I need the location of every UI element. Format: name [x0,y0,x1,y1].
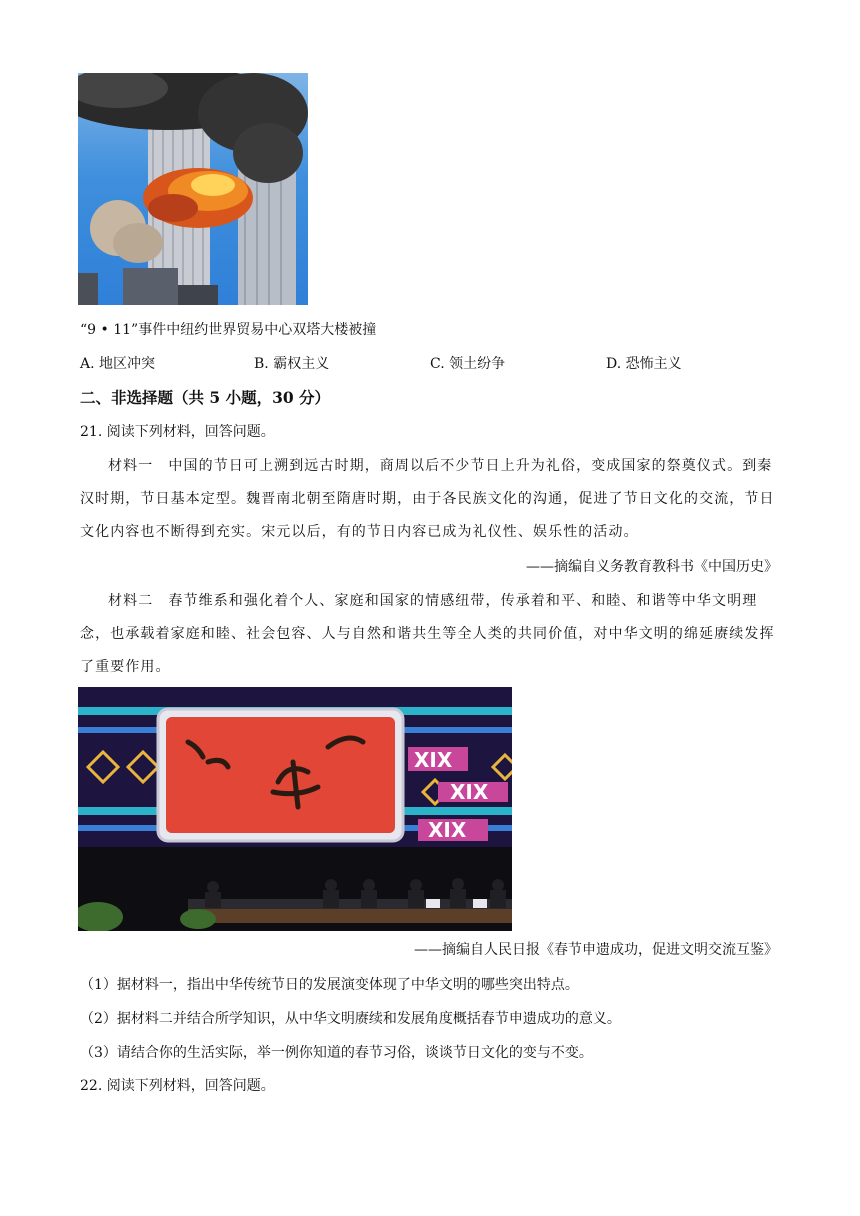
spring-festival-unesco-photo [78,687,512,931]
sub-question-1: （1）据材料一，指出中华传统节日的发展演变体现了中华文明的哪些突出特点。 [80,977,579,993]
sub-question-2: （2）据材料二并结合所学知识，从中华文明赓续和发展角度概括春节申遗成功的意义。 [80,1011,621,1027]
section-heading: 二、非选择题（共 5 小题，30 分） [80,388,331,407]
option-d[interactable]: D. 恐怖主义 [606,356,682,372]
svg-text:XIX: XIX [450,780,489,804]
option-a[interactable]: A. 地区冲突 [80,356,156,372]
option-b[interactable]: B. 霸权主义 [254,356,330,372]
svg-text:XIX: XIX [414,748,453,772]
material-2-source: ——摘编自人民日报《春节申遗成功，促进文明交流互鉴》 [414,942,778,958]
question-21-prompt: 21. 阅读下列材料，回答问题。 [80,424,275,440]
material-2-text: 材料二 春节维系和强化着个人、家庭和国家的情感纽带，传承着和平、和睦、和谐等中华文明理念，也承载着家庭和睦、社会包容、人与自然和谐共生等全人类的共同价值，对中华文明的绵延赓续发挥了重要作用。 [80,593,775,675]
svg-text:XIX: XIX [428,818,467,842]
sub-question-3: （3）请结合你的生活实际，举一例你知道的春节习俗，谈谈节日文化的变与不变。 [80,1045,593,1061]
option-c[interactable]: C. 领土纷争 [430,356,506,372]
photo-caption: “9 • 11”事件中纽约世界贸易中心双塔大楼被撞 [80,322,377,338]
material-1-text: 材料一 中国的节日可上溯到远古时期，商周以后不少节日上升为礼俗，变成国家的祭奠仪式。到秦汉时期，节日基本定型。魏晋南北朝至隋唐时期，由于各民族文化的沟通，促进了节日文化的交流，节日文化内容也不断得到充实。宋元以后，有的节日内容已成为礼仪性、娱乐性的活动。 [80,458,775,540]
material-1-source: ——摘编自义务教育教科书《中国历史》 [526,559,778,575]
twin-towers-photo [78,73,308,305]
question-22-prompt: 22. 阅读下列材料，回答问题。 [80,1078,275,1094]
